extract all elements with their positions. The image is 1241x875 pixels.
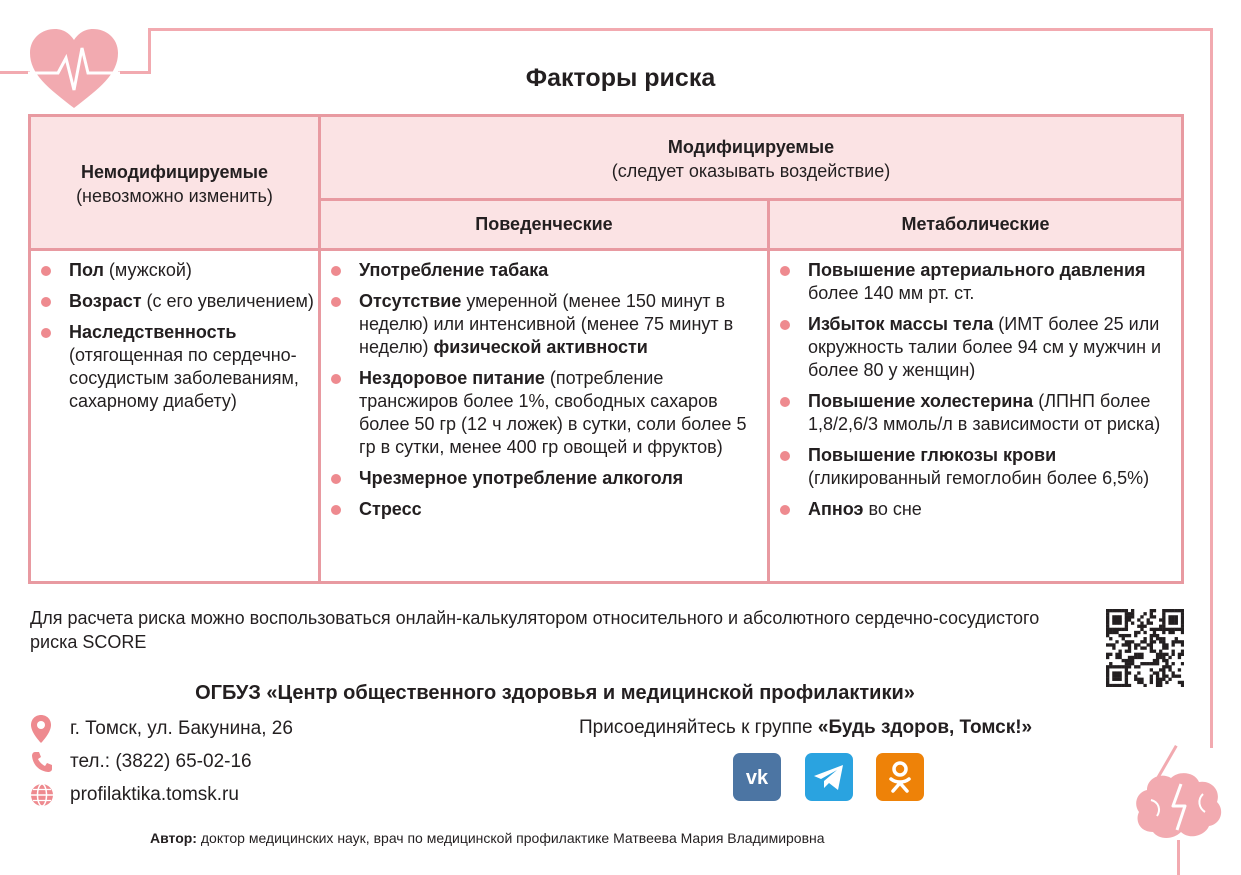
author-credit bbox=[150, 830, 825, 846]
header-modifiable bbox=[321, 135, 1181, 183]
list-item: Отсутствие умеренной (менее 150 минут в неделю) или интенсивной (менее 75 минут в неделю) физической активности bbox=[321, 290, 761, 359]
author-label: Автор: bbox=[150, 830, 197, 846]
address-text: г. Томск, ул. Бакунина, 26 bbox=[70, 718, 293, 739]
svg-text:vk: vk bbox=[745, 767, 769, 789]
header-nonmod-subtitle: (невозможно изменить) bbox=[76, 186, 273, 206]
frame-line-right bbox=[1210, 28, 1213, 748]
join-group-text: Присоединяйтесь к группе «Будь здоров, Томск!» bbox=[579, 717, 1033, 738]
score-note: Для расчета риска можно воспользоваться онлайн-калькулятором относительного и абсолютного сердечно-сосудистого риска SCORE bbox=[30, 608, 1040, 652]
list-item: Чрезмерное употребление алкоголя bbox=[321, 467, 761, 490]
list-item: Употребление табака bbox=[321, 259, 761, 282]
header-nonmod-title: Немодифицируемые bbox=[80, 162, 269, 182]
location-pin-icon bbox=[30, 714, 52, 744]
table-hline-2 bbox=[28, 248, 1181, 251]
header-metab-title: Метаболические bbox=[901, 214, 1050, 234]
list-item: Повышение артериального давления более 140 мм рт. ст. bbox=[770, 259, 1175, 305]
list-item: Апноэ во сне bbox=[770, 498, 1175, 521]
table-hline-1 bbox=[318, 198, 1181, 201]
vk-icon[interactable] bbox=[733, 753, 781, 801]
metab-list bbox=[770, 259, 1175, 529]
phone-icon bbox=[30, 750, 54, 774]
list-item: Нездоровое питание (потребление трансжиров более 1%, свободных сахаров более 50 гр (12 ч ложек) в сутки, соли более 5 гр в сутки, менее 400 гр овощей и фруктов) bbox=[321, 367, 761, 459]
website-link[interactable]: profilaktika.tomsk.ru bbox=[70, 784, 239, 805]
globe-icon bbox=[30, 783, 54, 807]
behav-list bbox=[321, 259, 761, 529]
list-item: Пол (мужской) bbox=[31, 259, 316, 282]
list-item: Повышение холестерина (ЛПНП более 1,8/2,6/3 ммоль/л в зависимости от риска) bbox=[770, 390, 1175, 436]
frame-line-bottom-right bbox=[1177, 840, 1180, 875]
list-item: Наследственность (отягощенная по сердечно-сосудистым заболеваниям, сахарному диабету) bbox=[31, 321, 316, 413]
header-metabolic bbox=[770, 212, 1181, 236]
page-title: Факторы риска bbox=[525, 64, 716, 92]
nonmod-list bbox=[31, 259, 316, 421]
organization-name: ОГБУЗ «Центр общественного здоровья и медицинской профилактики» bbox=[195, 682, 915, 704]
header-behav-title: Поведенческие bbox=[475, 214, 613, 234]
author-text: доктор медицинских наук, врач по медицинской профилактике Матвеева Мария Владимировна bbox=[196, 830, 825, 846]
phone-text: тел.: (3822) 65-02-16 bbox=[70, 751, 252, 772]
group-name[interactable]: «Будь здоров, Томск!» bbox=[817, 717, 1033, 738]
header-behavioral bbox=[321, 212, 767, 236]
qr-code-icon[interactable] bbox=[1106, 609, 1184, 687]
header-mod-title: Модифицируемые bbox=[667, 137, 835, 157]
frame-line-top bbox=[148, 28, 1213, 31]
list-item: Возраст (с его увеличением) bbox=[31, 290, 316, 313]
odnoklassniki-icon[interactable] bbox=[876, 753, 924, 801]
list-item: Избыток массы тела (ИМТ более 25 или окружность талии более 94 см у мужчин и более 80 у женщин) bbox=[770, 313, 1175, 382]
header-mod-subtitle: (следует оказывать воздействие) bbox=[611, 161, 891, 181]
brain-icon bbox=[1133, 770, 1225, 842]
telegram-icon[interactable] bbox=[805, 753, 853, 801]
header-nonmodifiable bbox=[31, 160, 318, 208]
list-item: Стресс bbox=[321, 498, 761, 521]
list-item: Повышение глюкозы крови (гликированный гемоглобин более 6,5%) bbox=[770, 444, 1175, 490]
